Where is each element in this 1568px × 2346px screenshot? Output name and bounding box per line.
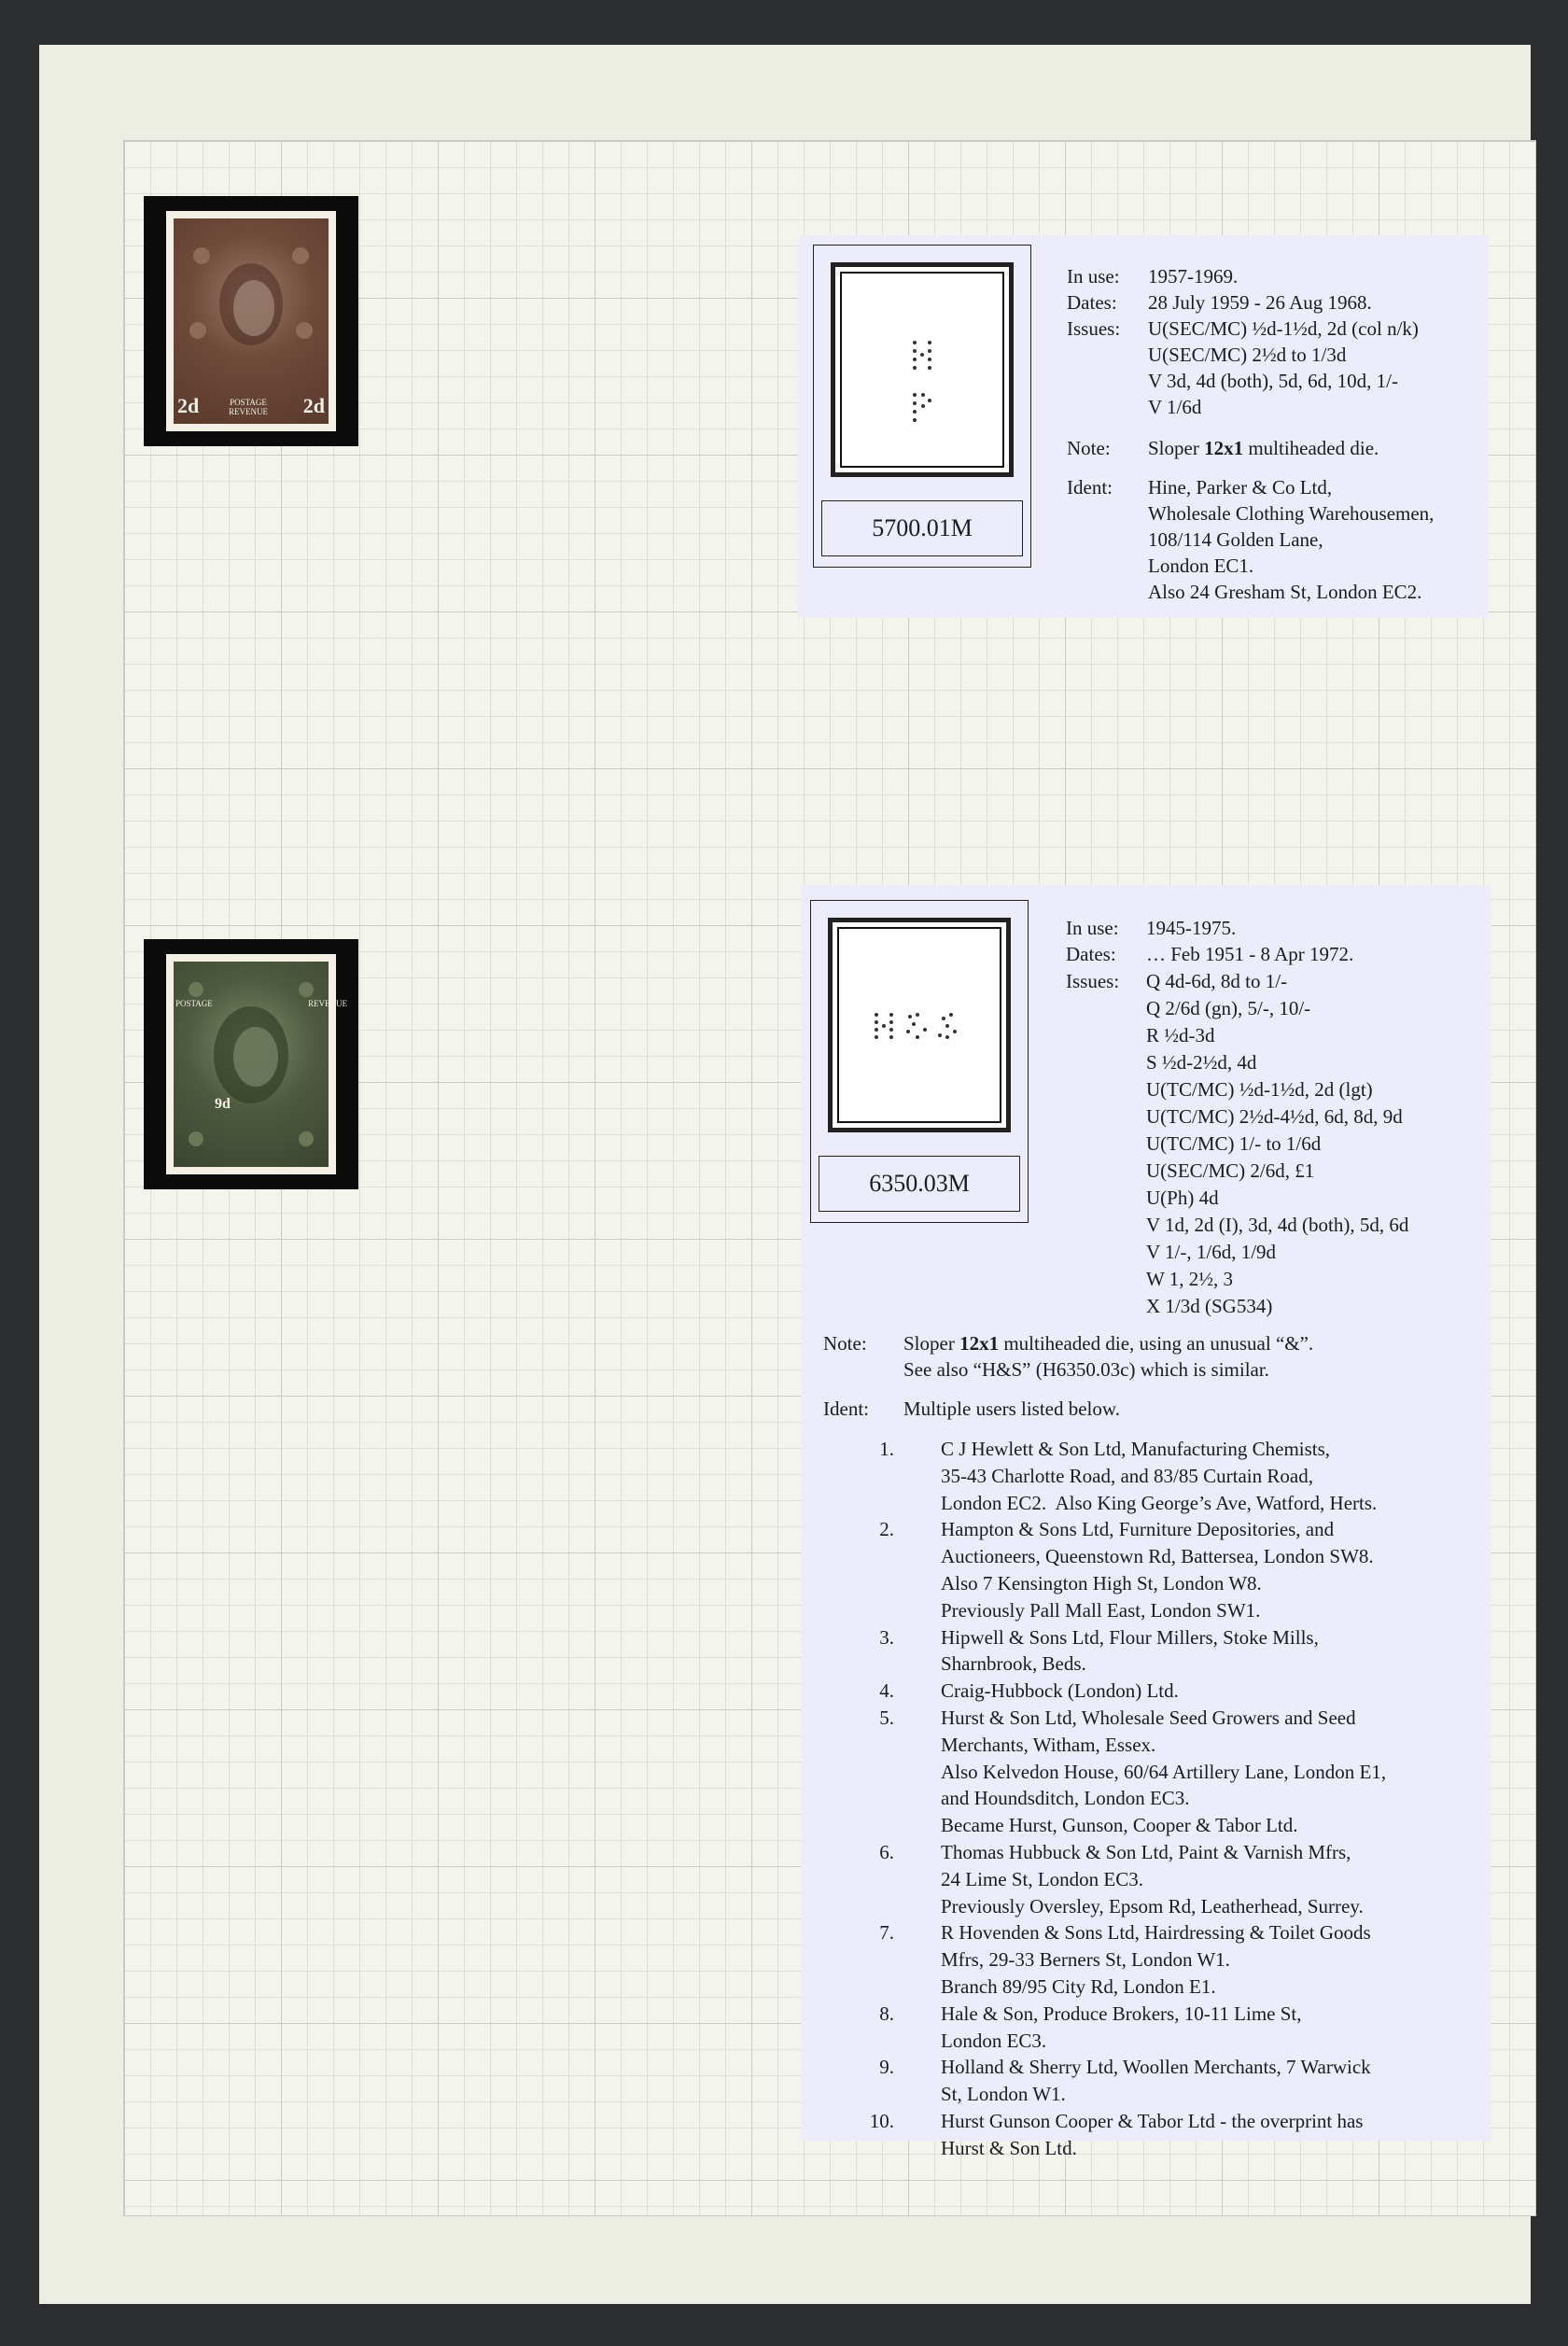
perfin-diagram (813, 245, 1031, 568)
perfin-hp-pattern (842, 274, 1002, 466)
user-entry: Hurst & Son Ltd, Wholesale Seed Growers and Seed Merchants, Witham, Essex. Also Kelvedon House, 60/64 Artillery Lane, London E1, and Houndsditch, London EC3. Became Hurst, Gunson, Cooper & Tabor Ltd. (941, 1707, 1387, 1837)
in-use-label: In use: (1066, 917, 1119, 939)
in-use-label: In use: (1067, 265, 1120, 288)
ident-intro: Multiple users listed below. (903, 1398, 1120, 1420)
ident-line: Also 24 Gresham St, London EC2. (1148, 581, 1422, 603)
issue-line: W 1, 2½, 3 (1146, 1268, 1233, 1290)
issue-line: V 3d, 4d (both), 5d, 6d, 10d, 1/- (1148, 370, 1398, 392)
note-label: Note: (823, 1332, 867, 1355)
user-entry: R Hovenden & Sons Ltd, Hairdressing & Toilet Goods Mfrs, 29-33 Berners St, London W1. Branch 89/95 City Rd, London E1. (941, 1921, 1371, 1998)
stamp-legend-revenue: REVENUE (229, 407, 268, 416)
user-entry: Craig-Hubbock (London) Ltd. (941, 1679, 1179, 1703)
issue-line: U(SEC/MC) ½d-1½d, 2d (col n/k) (1148, 317, 1419, 340)
note-text-post: multiheaded die, using an unusual “&”. (999, 1332, 1314, 1355)
user-entry: Holland & Sherry Ltd, Woollen Merchants, 7 Warwick St, London W1. (941, 2056, 1371, 2106)
perfin-entry-card-1 (798, 235, 1489, 618)
user-entry: Hurst Gunson Cooper & Tabor Ltd - the overprint has Hurst & Son Ltd. (941, 2110, 1364, 2159)
issue-line: U(TC/MC) ½d-1½d, 2d (lgt) (1146, 1078, 1373, 1101)
queen-portrait-icon (174, 962, 347, 1167)
perfin-pattern-image (840, 272, 1004, 468)
note-die-format: 12x1 (1204, 437, 1244, 459)
issue-line: V 1d, 2d (I), 3d, 4d (both), 5d, 6d (1146, 1214, 1409, 1236)
brown-2d-stamp (166, 211, 336, 431)
catalogue-number: 5700.01M (821, 500, 1023, 556)
issue-line: R ½d-3d (1146, 1024, 1215, 1047)
issue-line: U(TC/MC) 1/- to 1/6d (1146, 1132, 1322, 1155)
user-number: 1. (879, 1438, 894, 1460)
user-entry: C J Hewlett & Son Ltd, Manufacturing Chemists, 35-43 Charlotte Road, and 83/85 Curtain Road, London EC2. Also King George’s Ave, Watford, Herts. (941, 1438, 1378, 1514)
ident-line: Hine, Parker & Co Ltd, (1148, 476, 1333, 499)
user-number: 7. (879, 1921, 894, 1945)
dates-value: 28 July 1959 - 26 Aug 1968. (1148, 291, 1372, 314)
in-use-value: 1957-1969. (1148, 265, 1239, 288)
user-entry: Hampton & Sons Ltd, Furniture Depositories, and Auctioneers, Queenstown Rd, Battersea, London SW8. Also 7 Kensington High St, London W8. Previously Pall Mall East, London SW1. (941, 1518, 1374, 1622)
note-text (903, 1330, 1313, 1357)
stamp-value: 9d (215, 1096, 231, 1112)
issue-line: U(Ph) 4d (1146, 1187, 1219, 1209)
issue-line: U(SEC/MC) 2½d to 1/3d (1148, 344, 1347, 366)
user-number: 8. (879, 2002, 894, 2025)
dates-value: … Feb 1951 - 8 Apr 1972. (1146, 943, 1354, 965)
user-entry: Thomas Hubbuck & Son Ltd, Paint & Varnish Mfrs, 24 Lime St, London EC3. Previously Oversley, Epsom Rd, Leatherhead, Surrey. (941, 1841, 1364, 1918)
issue-line: U(SEC/MC) 2/6d, £1 (1146, 1159, 1315, 1182)
ident-label: Ident: (823, 1398, 869, 1420)
note-text-line2: See also “H&S” (H6350.03c) which is similar. (903, 1358, 1269, 1381)
dates-label: Dates: (1067, 291, 1117, 314)
issues-label: Issues: (1066, 970, 1120, 992)
user-number: 10. (869, 2110, 894, 2132)
note-text-post: multiheaded die. (1243, 437, 1379, 459)
user-number: 3. (879, 1625, 894, 1649)
note-text-pre: Sloper (903, 1332, 960, 1355)
issue-line: Q 2/6d (gn), 5/-, 10/- (1146, 997, 1311, 1019)
user-number: 2. (879, 1518, 894, 1541)
stamp-mount-1 (144, 196, 358, 446)
user-number: 5. (879, 1707, 894, 1729)
issues-label: Issues: (1067, 317, 1121, 340)
olive-9d-stamp (166, 954, 347, 1174)
user-number: 6. (879, 1841, 894, 1863)
perfin-entry-card-2 (801, 885, 1491, 2159)
issue-line: V 1/6d (1148, 396, 1202, 418)
issue-line: V 1/-, 1/6d, 1/9d (1146, 1241, 1277, 1263)
issue-line: X 1/3d (SG534) (1146, 1295, 1273, 1317)
note-text-pre: Sloper (1148, 437, 1205, 459)
stamp-value-left: 2d (177, 394, 200, 417)
queen-portrait-icon (174, 218, 329, 424)
issue-line: U(TC/MC) 2½d-4½d, 6d, 8d, 9d (1146, 1105, 1403, 1128)
stamp-value-right: 2d (302, 394, 325, 417)
user-number: 9. (879, 2056, 894, 2079)
stamp-mount-2 (144, 939, 358, 1189)
note-label: Note: (1067, 437, 1111, 459)
perfin-pattern-image (837, 927, 1001, 1123)
note-text (1148, 435, 1379, 462)
dates-label: Dates: (1066, 943, 1116, 965)
ident-label: Ident: (1067, 476, 1113, 499)
user-number: 4. (879, 1679, 894, 1703)
ident-line: Wholesale Clothing Warehousemen, (1148, 502, 1435, 525)
ident-line: 108/114 Golden Lane, (1148, 528, 1323, 551)
user-entry: Hipwell & Sons Ltd, Flour Millers, Stoke Mills, Sharnbrook, Beds. (941, 1625, 1319, 1676)
stamp-legend-postage: POSTAGE (230, 398, 267, 407)
in-use-value: 1945-1975. (1146, 917, 1237, 939)
stamp-legend-postage: POSTAGE (175, 999, 213, 1008)
ident-line: London EC1. (1148, 555, 1254, 577)
perfin-hs-pattern (839, 929, 1000, 1121)
catalogue-number: 6350.03M (819, 1156, 1020, 1212)
stamp-legend-revenue: REVENUE (308, 999, 347, 1008)
issue-line: Q 4d-6d, 8d to 1/- (1146, 970, 1288, 992)
note-die-format: 12x1 (959, 1332, 1000, 1355)
perfin-diagram (810, 900, 1029, 1223)
issue-line: S ½d-2½d, 4d (1146, 1051, 1257, 1074)
user-entry: Hale & Son, Produce Brokers, 10-11 Lime St, London EC3. (941, 2002, 1302, 2052)
